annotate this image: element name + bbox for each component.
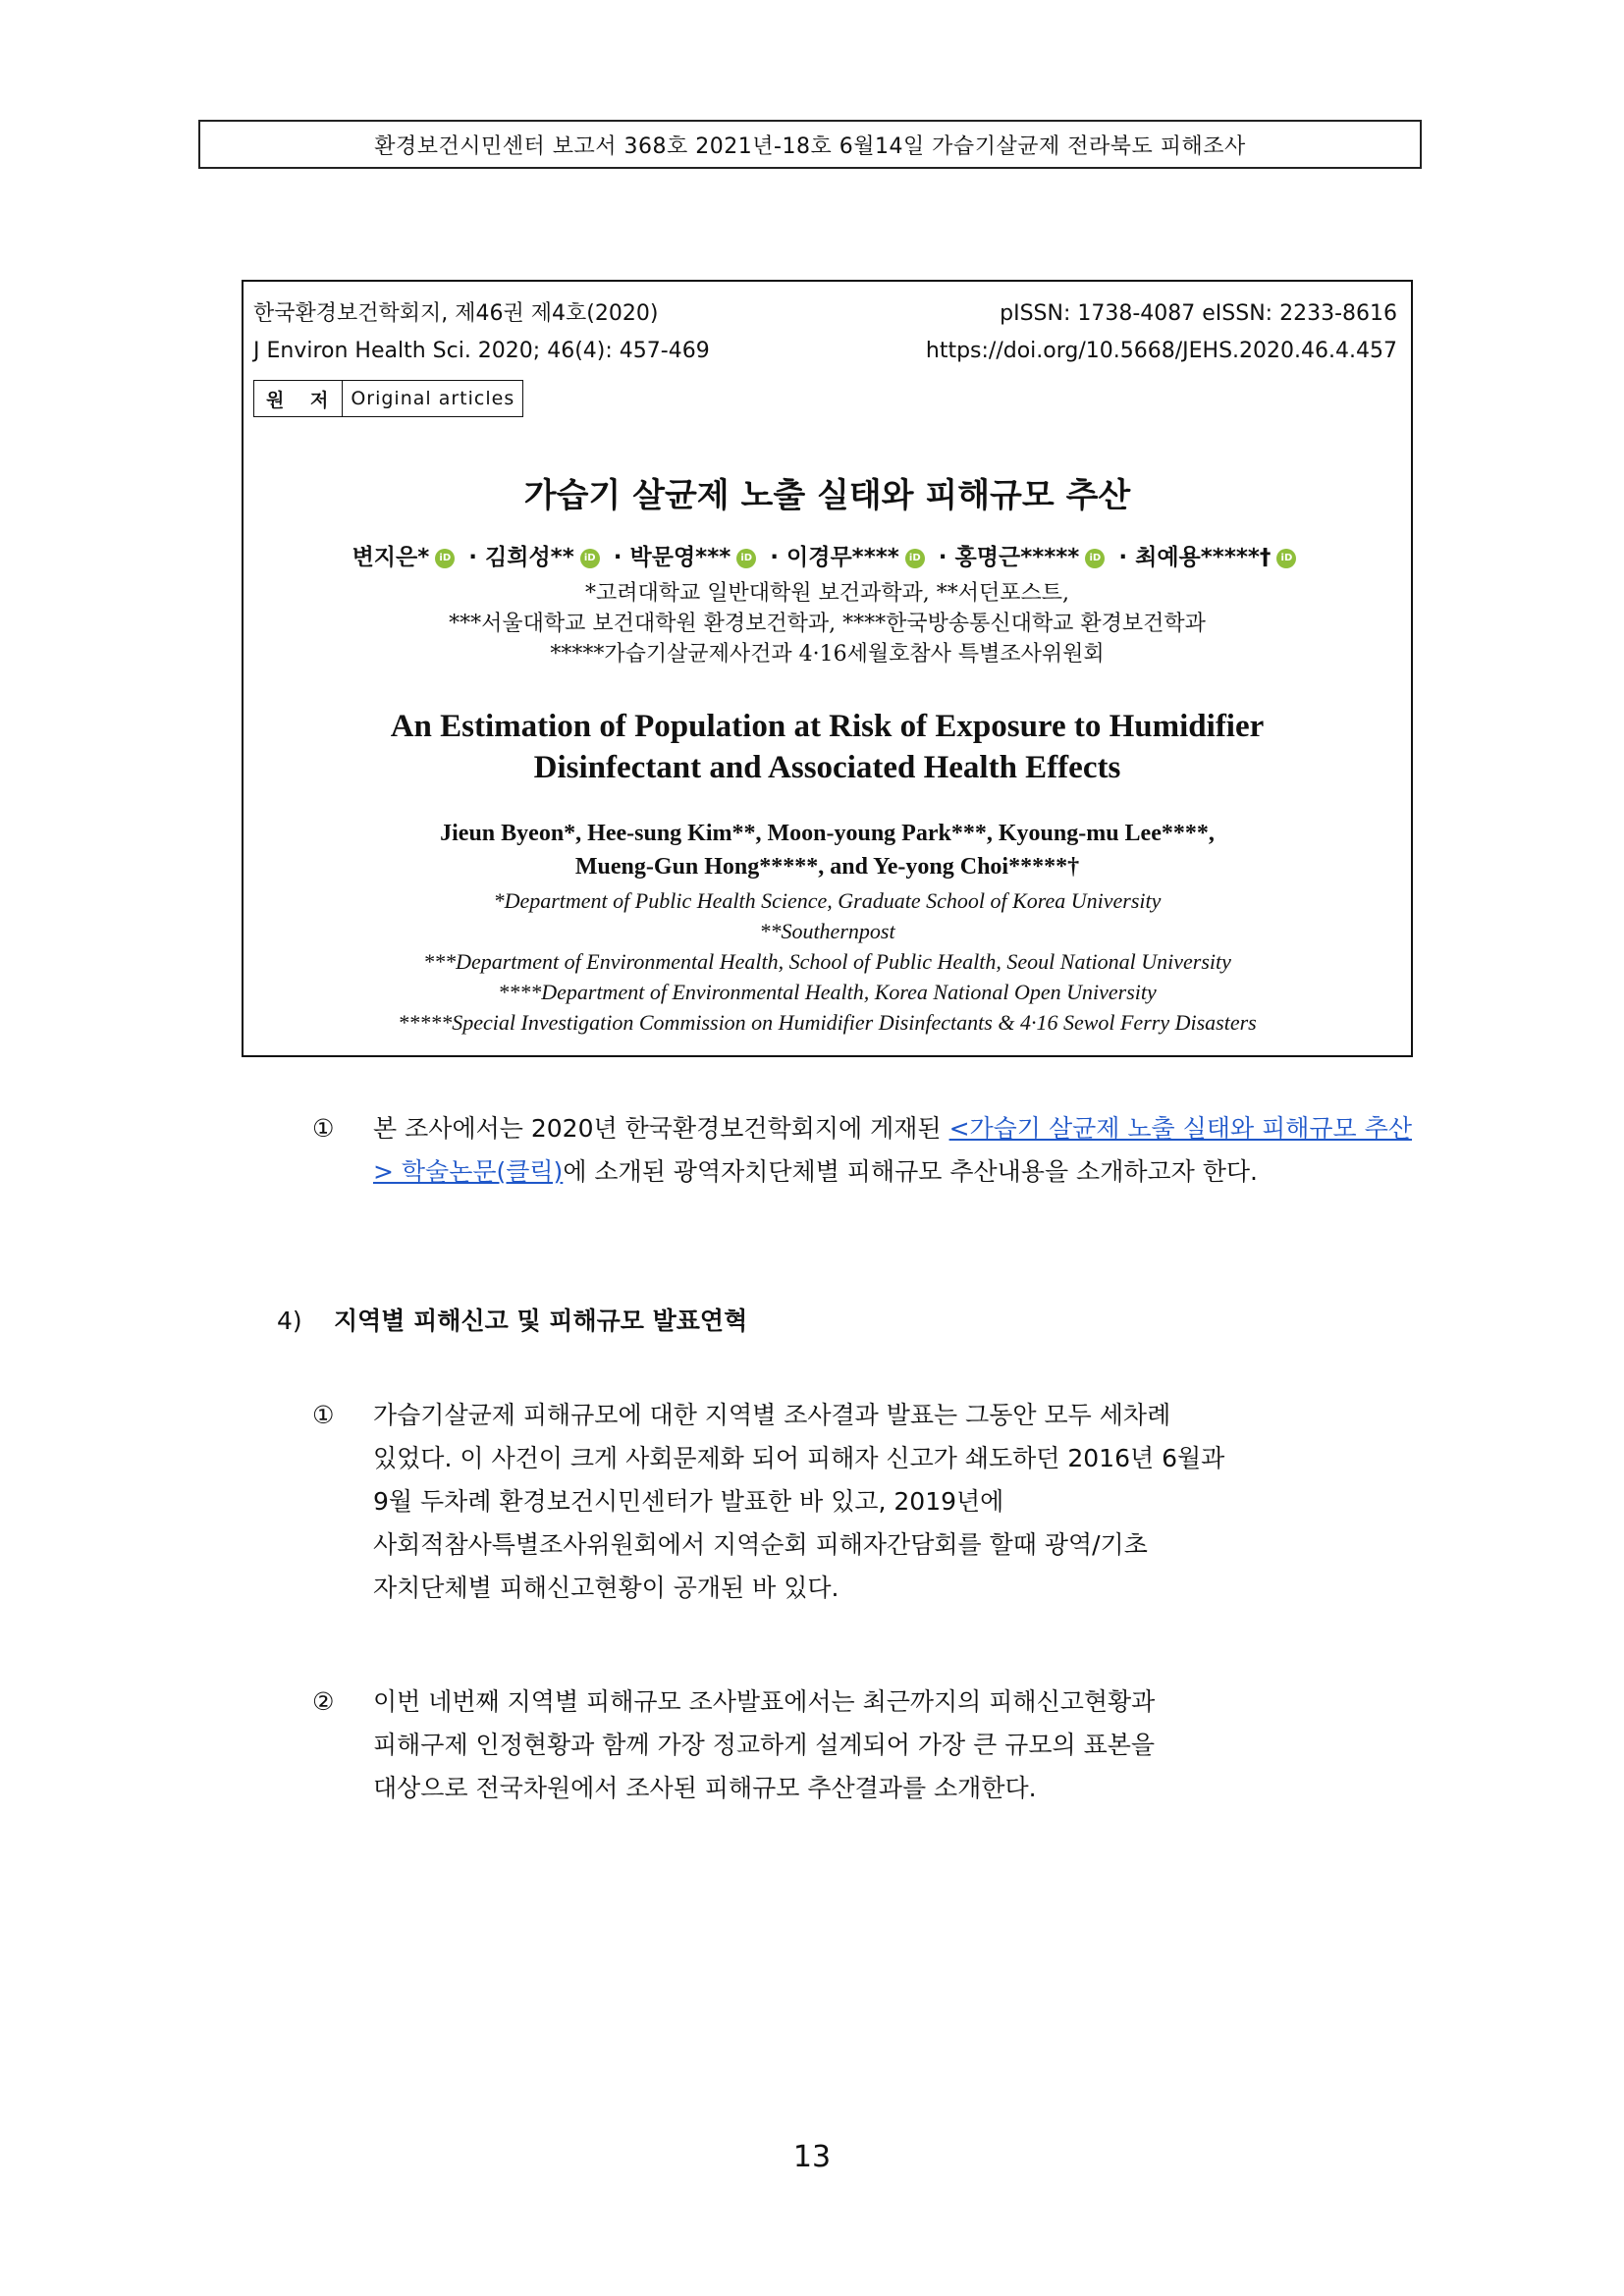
authors-en-line1: Jieun Byeon*, Hee-sung Kim**, Moon-young Park***, Kyoung-mu Lee****, xyxy=(440,821,1215,846)
journal-meta xyxy=(253,295,710,370)
article-type-en: Original articles xyxy=(351,388,515,409)
affiliation-en-line: ***Department of Environmental Health, School of Public Health, Seoul National University xyxy=(423,949,1231,974)
paper-title-en-line1: An Estimation of Population at Risk of Exposure to Humidifier xyxy=(390,709,1265,744)
affiliations-en xyxy=(244,885,1411,1038)
article-type-badge xyxy=(253,380,523,417)
paragraph-line: 자치단체별 피해신고현황이 공개된 바 있다. xyxy=(373,1574,839,1602)
section-title: 지역별 피해신고 및 피해규모 발표연혁 xyxy=(334,1307,748,1335)
paragraph-line: 사회적참사특별조사위원회에서 지역순회 피해자간담회를 할때 광역/기초 xyxy=(373,1530,1148,1559)
paragraph-history xyxy=(312,1394,1412,1610)
orcid-icon: iD xyxy=(435,549,455,568)
journal-ids xyxy=(926,295,1397,370)
paragraph-intro-text xyxy=(373,1107,1412,1194)
doi: https://doi.org/10.5668/JEHS.2020.46.4.457 xyxy=(925,339,1397,363)
paragraph-line: 가습기살균제 피해규모에 대한 지역별 조사결과 발표는 그동안 모두 세차례 xyxy=(373,1401,1171,1429)
issn: pISSN: 1738-4087 eISSN: 2233-8616 xyxy=(1000,301,1397,326)
paper-title-ko: 가습기 살균제 노출 실태와 피해규모 추산 xyxy=(523,476,1131,515)
paragraph-intro-post: 에 소개된 광역자치단체별 피해규모 추산내용을 소개하고자 한다. xyxy=(563,1157,1258,1186)
paragraph-intro xyxy=(312,1107,1412,1194)
affiliation-ko-line: ***서울대학교 보건대학원 환경보건학과, ****한국방송통신대학교 환경보건학과 xyxy=(449,612,1206,636)
circled-number: ① xyxy=(312,1114,335,1143)
author-ko: · 홍명근***** xyxy=(938,545,1080,570)
affiliation-en-line: **Southernpost xyxy=(759,919,895,943)
authors-en xyxy=(244,817,1411,883)
affiliation-en-line: ****Department of Environmental Health, Korea National Open University xyxy=(498,980,1157,1004)
paragraph-intro-pre: 본 조사에서는 2020년 한국환경보건학회지에 게재된 xyxy=(373,1114,949,1143)
author-ko: · 박문영*** xyxy=(613,545,731,570)
journal-name-en: J Environ Health Sci. 2020; 46(4): 457-469 xyxy=(253,339,710,363)
paper-link[interactable]: <가습기 살균제 노출 실태와 피해규모 추산> 학술논문(클릭) xyxy=(373,1114,1412,1186)
paragraph-line: 9월 두차례 환경보건시민센터가 발표한 바 있고, 2019년에 xyxy=(373,1487,1004,1516)
orcid-icon: iD xyxy=(736,549,756,568)
orcid-icon: iD xyxy=(1276,549,1296,568)
affiliations-ko xyxy=(244,578,1411,669)
report-header xyxy=(198,120,1422,169)
authors-en-line2: Mueng-Gun Hong*****, and Ye-yong Choi*****† xyxy=(574,854,1080,880)
paragraph-fourth-survey xyxy=(312,1681,1412,1810)
paragraph-line: 피해구제 인정현황과 함께 가장 정교하게 설계되어 가장 큰 규모의 표본을 xyxy=(373,1731,1156,1759)
affiliation-ko-line: *****가습기살균제사건과 4·16세월호참사 특별조사위원회 xyxy=(550,642,1105,667)
author-ko: · 최예용*****† xyxy=(1118,545,1272,570)
paragraph-history-text xyxy=(373,1394,1412,1610)
author-ko: · 김희성** xyxy=(468,545,574,570)
page-number: 13 xyxy=(792,2140,832,2174)
paper-title-en xyxy=(244,706,1411,788)
paragraph-fourth-survey-text xyxy=(373,1681,1412,1810)
circled-number: ② xyxy=(312,1687,335,1716)
report-header-text: 환경보건시민센터 보고서 368호 2021년-18호 6월14일 가습기살균제 전라북도 피해조사 xyxy=(374,133,1246,159)
section-heading xyxy=(277,1302,747,1337)
paper-title-en-line2: Disinfectant and Associated Health Effects xyxy=(533,750,1121,785)
orcid-icon: iD xyxy=(1085,549,1105,568)
orcid-icon: iD xyxy=(580,549,600,568)
orcid-icon: iD xyxy=(905,549,925,568)
article-type-ko: 원 저 xyxy=(254,381,343,416)
paragraph-line: 이번 네번째 지역별 피해규모 조사발표에서는 최근까지의 피해신고현황과 xyxy=(373,1687,1156,1716)
journal-name-ko: 한국환경보건학회지, 제46권 제4호(2020) xyxy=(253,301,659,326)
authors-ko xyxy=(244,539,1411,571)
author-ko: 변지은* xyxy=(352,545,430,570)
section-number: 4) xyxy=(277,1307,302,1335)
affiliation-ko-line: *고려대학교 일반대학원 보건과학과, **서던포스트, xyxy=(584,581,1069,606)
affiliation-en-line: *Department of Public Health Science, Graduate School of Korea University xyxy=(493,888,1162,913)
author-ko: · 이경무**** xyxy=(770,545,899,570)
paragraph-line: 있었다. 이 사건이 크게 사회문제화 되어 피해자 신고가 쇄도하던 2016년 6월과 xyxy=(373,1444,1225,1472)
affiliation-en-line: *****Special Investigation Commission on Humidifier Disinfectants & 4·16 Sewol Ferry Disasters xyxy=(398,1010,1257,1035)
paragraph-line: 대상으로 전국차원에서 조사된 피해규모 추산결과를 소개한다. xyxy=(373,1774,1037,1802)
paper-title-page-image xyxy=(242,280,1413,1057)
circled-number: ① xyxy=(312,1401,335,1429)
